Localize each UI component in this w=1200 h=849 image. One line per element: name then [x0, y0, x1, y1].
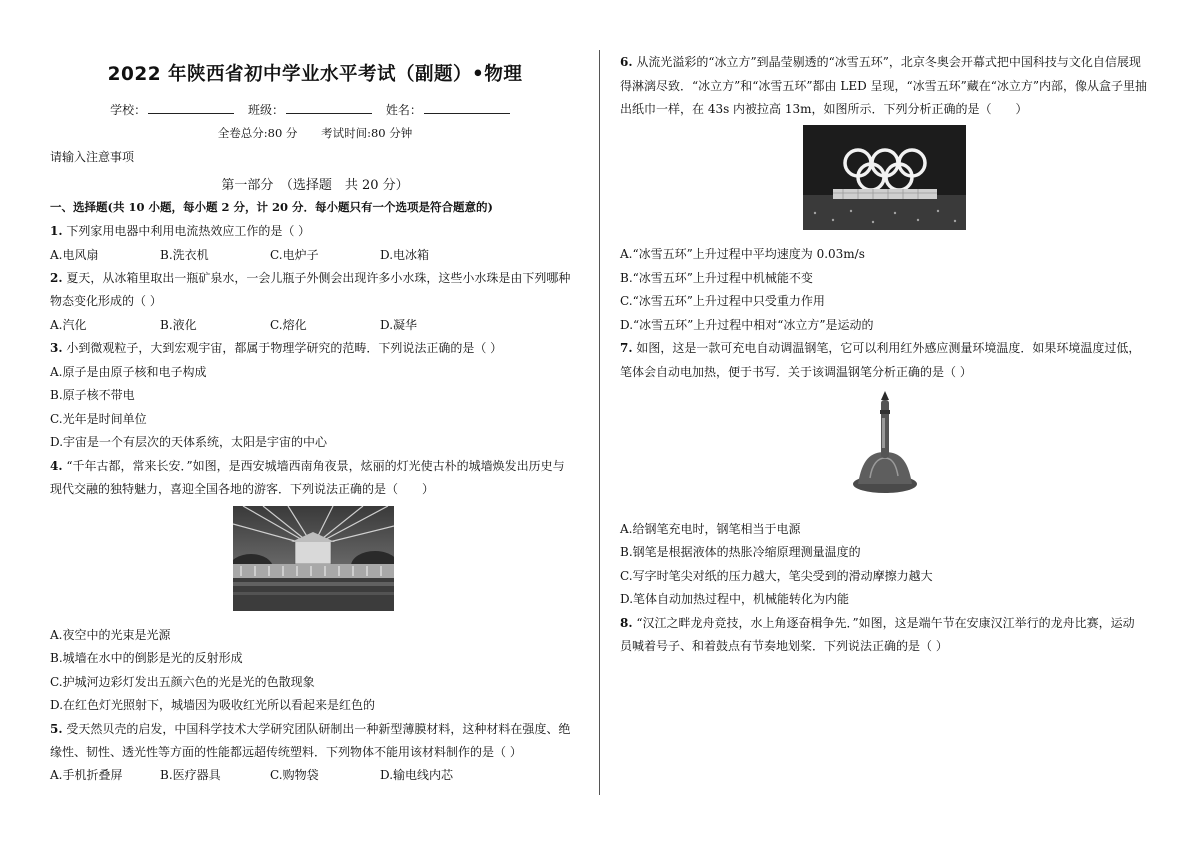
column-divider [599, 50, 600, 795]
notice: 请输入注意事项 [50, 150, 135, 164]
q5-options [50, 767, 490, 783]
question-number: 1. [50, 224, 63, 238]
q7-option-d[interactable]: D.笔体自动加热过程中，机械能转化为内能 [620, 592, 850, 606]
q1-option-d[interactable]: D.电冰箱 [380, 248, 430, 262]
q1-option-a[interactable]: A.电风扇 [50, 248, 99, 262]
q6-option-b[interactable]: B.“冰雪五环”上升过程中机械能不变 [620, 271, 813, 285]
q4-option-d[interactable]: D.在红色灯光照射下，城墙因为吸收红光所以看起来是红色的 [50, 698, 376, 712]
q2-stem-line2: 物态变化形成的（ ） [50, 294, 162, 308]
city-wall-night-photo [233, 506, 394, 611]
ice-olympic-rings-photo [803, 125, 966, 230]
question-number: 5. [50, 722, 63, 736]
class-blank[interactable] [286, 101, 372, 114]
q3-stem: 3. 小到微观粒子，大到宏观宇宙，都属于物理学研究的范畴．下列说法正确的是（ ） [50, 341, 503, 355]
q7-stem-line2: 笔体会自动电加热，便于书写．关于该调温钢笔分析正确的是（ ） [620, 365, 972, 379]
section-title: 第一部分 （选择题 共 20 分） [221, 178, 409, 193]
q2-option-a[interactable]: A.汽化 [50, 318, 87, 332]
q8-stem-line1: 8. “汉江之畔龙舟竞技，水上角逐奋楫争先．”如图，这是端午节在安康汉江举行的龙舟比赛，运动 [620, 616, 1135, 630]
q1-option-c[interactable]: C.电炉子 [270, 248, 319, 262]
student-info-row [50, 101, 580, 118]
q1-options [50, 247, 490, 263]
q7-option-c[interactable]: C.写字时笔尖对纸的压力越大，笔尖受到的滑动摩擦力越大 [620, 569, 933, 583]
q6-stem-line3: 出纸巾一样，在 43s 内被拉高 13m，如图所示．下列分析正确的是（ ） [620, 102, 1028, 116]
q3-option-a[interactable]: A.原子是由原子核和电子构成 [50, 365, 207, 379]
q1-option-b[interactable]: B.洗衣机 [160, 248, 209, 262]
question-number: 7. [620, 341, 633, 355]
q1-stem: 1. 下列家用电器中利用电流热效应工作的是（ ） [50, 224, 311, 238]
q5-option-c[interactable]: C.购物袋 [270, 768, 319, 782]
q2-options [50, 317, 490, 333]
q6-stem-line2: 得淋漓尽致．“冰立方”和“冰雪五环”都由 LED 呈现，“冰雪五环”藏在“冰立方”内部，像从盒子里抽 [620, 79, 1148, 93]
q6-stem-line1: 6. 从流光溢彩的“冰立方”到晶莹剔透的“冰雪五环”，北京冬奥会开幕式把中国科技与文化自信展现 [620, 55, 1141, 69]
question-number: 4. [50, 459, 63, 473]
q3-option-c[interactable]: C.光年是时间单位 [50, 412, 147, 426]
q6-option-c[interactable]: C.“冰雪五环”上升过程中只受重力作用 [620, 294, 825, 308]
section-instruction: 一、选择题(共 10 小题，每小题 2 分，计 20 分．每小题只有一个选项是符合题意的) [50, 200, 493, 214]
name-blank[interactable] [424, 101, 510, 114]
q7-stem-line1: 7. 如图，这是一款可充电自动调温钢笔，它可以利用红外感应测量环境温度．如果环境温度过低， [620, 341, 1141, 355]
q5-stem-line2: 缘性、韧性、透光性等方面的性能都远超传统塑料．下列物体不能用该材料制作的是（ ） [50, 745, 522, 759]
q5-option-b[interactable]: B.医疗器具 [160, 768, 221, 782]
exam-time: 考试时间:80 分钟 [321, 126, 413, 140]
q7-option-a[interactable]: A.给钢笔充电时，钢笔相当于电源 [620, 522, 801, 536]
q6-option-a[interactable]: A.“冰雪五环”上升过程中平均速度为 0.03m/s [620, 247, 865, 261]
q4-option-a[interactable]: A.夜空中的光束是光源 [50, 628, 171, 642]
heated-pen-photo [848, 388, 923, 498]
school-blank[interactable] [148, 101, 234, 114]
question-number: 3. [50, 341, 63, 355]
q4-stem-line1: 4. “千年古都，常来长安．”如图，是西安城墙西南角夜景，炫丽的灯光使古朴的城墙焕发出历史与 [50, 459, 565, 473]
school-label: 学校： [110, 103, 147, 117]
q7-option-b[interactable]: B.钢笔是根据液体的热胀冷缩原理测量温度的 [620, 545, 861, 559]
q3-option-b[interactable]: B.原子核不带电 [50, 388, 135, 402]
name-label: 姓名： [385, 103, 422, 117]
q5-option-d[interactable]: D.输电线内芯 [380, 768, 454, 782]
score-info [50, 125, 580, 141]
total-score: 全卷总分:80 分 [217, 126, 298, 140]
q2-option-b[interactable]: B.液化 [160, 318, 197, 332]
q8-stem-line2: 员喊着号子、和着鼓点有节奏地划桨．下列说法正确的是（ ） [620, 639, 948, 653]
question-number: 2. [50, 271, 63, 285]
q6-option-d[interactable]: D.“冰雪五环”上升过程中相对“冰立方”是运动的 [620, 318, 874, 332]
q2-option-d[interactable]: D.凝华 [380, 318, 418, 332]
q4-option-b[interactable]: B.城墙在水中的倒影是光的反射形成 [50, 651, 243, 665]
q4-stem-line2: 现代交融的独特魅力，喜迎全国各地的游客．下列说法正确的是（ ） [50, 482, 435, 496]
q5-stem-line1: 5. 受天然贝壳的启发，中国科学技术大学研究团队研制出一种新型薄膜材料，这种材料在强度、绝 [50, 722, 571, 736]
q3-option-d[interactable]: D.宇宙是一个有层次的天体系统，太阳是宇宙的中心 [50, 435, 328, 449]
exam-title: 2022 年陕西省初中学业水平考试（副题）•物理 [107, 64, 523, 85]
class-label: 班级： [247, 103, 284, 117]
q2-stem-line1: 2. 夏天，从冰箱里取出一瓶矿泉水，一会儿瓶子外侧会出现许多小水珠，这些小水珠是由下列哪种 [50, 271, 571, 285]
q2-option-c[interactable]: C.熔化 [270, 318, 307, 332]
q4-option-c[interactable]: C.护城河边彩灯发出五颜六色的光是光的色散现象 [50, 675, 315, 689]
question-number: 8. [620, 616, 633, 630]
question-number: 6. [620, 55, 633, 69]
q5-option-a[interactable]: A.手机折叠屏 [50, 768, 123, 782]
